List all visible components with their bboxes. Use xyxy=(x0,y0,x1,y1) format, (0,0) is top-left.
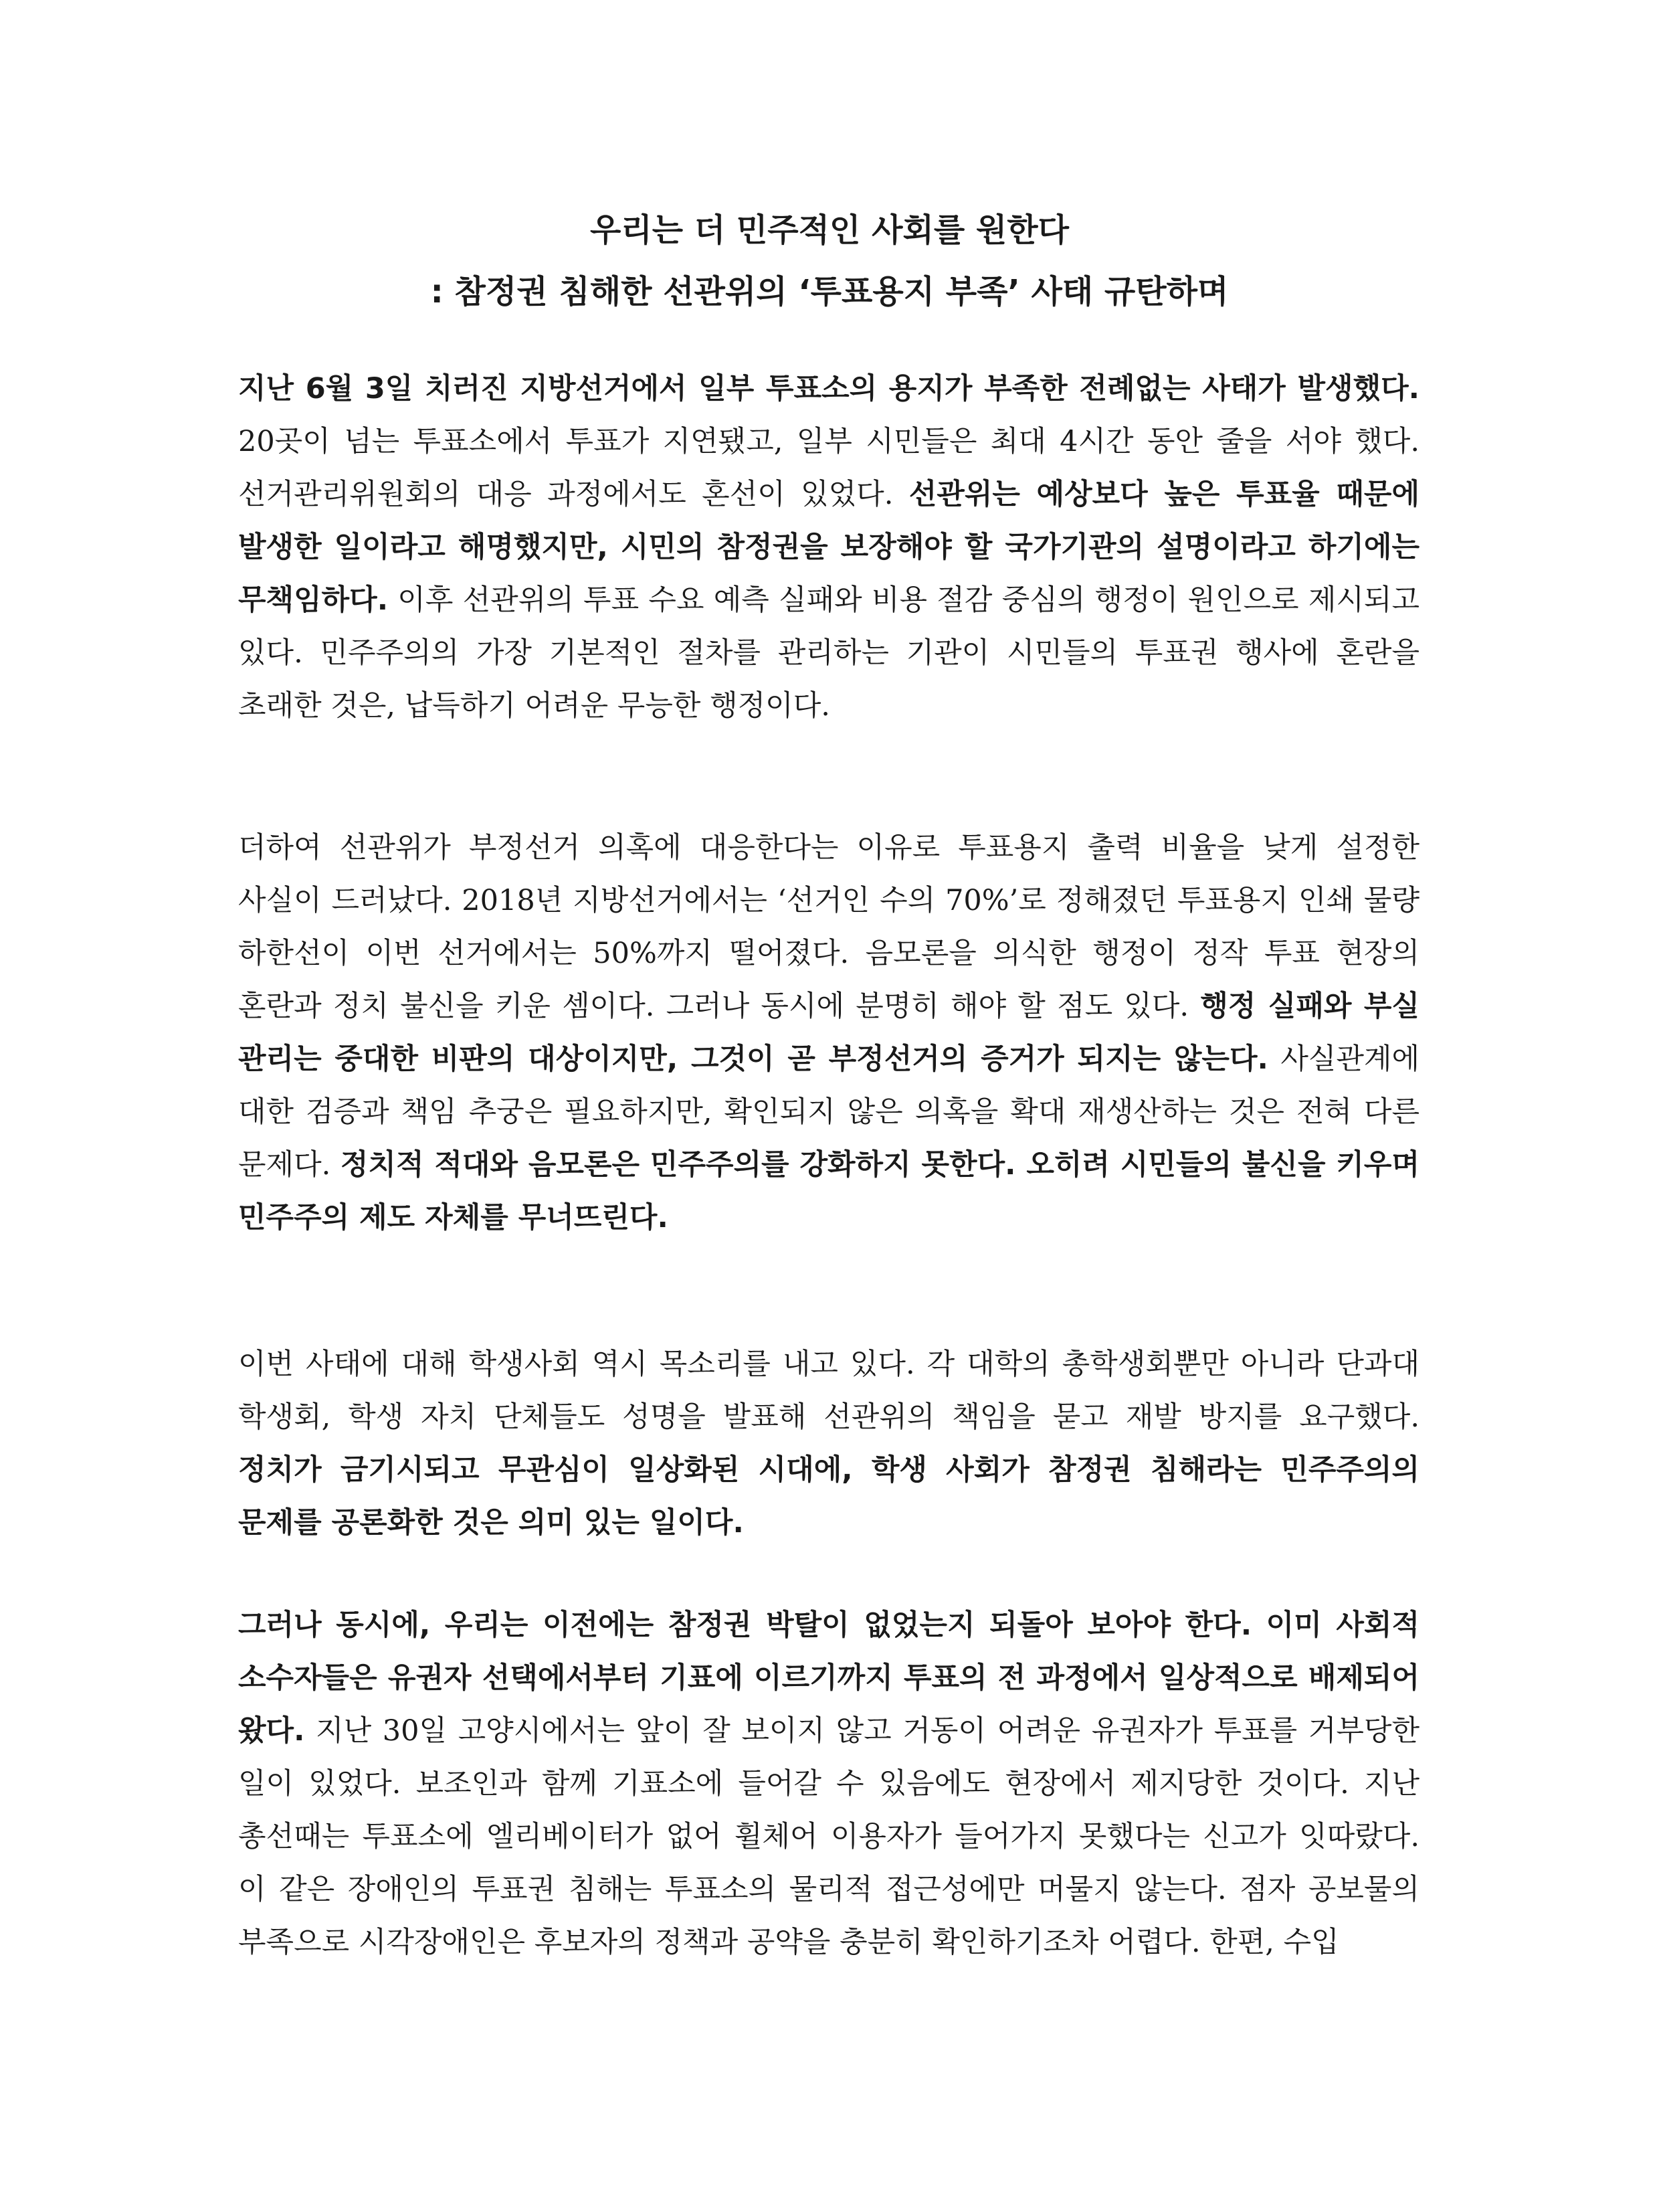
paragraph-3 xyxy=(238,1338,1420,1550)
paragraph-2-text-4: 정치적 적대와 음모론은 민주주의를 강화하지 못한다. 오히려 시민들의 불신을 키우며 민주주의 제도 자체를 무너뜨린다. xyxy=(238,1148,1420,1234)
paragraph-2 xyxy=(238,822,1420,1245)
paragraph-1-text-4: 이후 선관위의 투표 수요 예측 실패와 비용 절감 중심의 행정이 원인으로 제시되고 있다. 민주주의의 가장 기본적인 절차를 관리하는 기관이 시민들의 투표권 행사에 혼란을 초래한 것은, 납득하기 어려운 무능한 행정이다. xyxy=(238,583,1420,723)
document-title: 우리는 더 민주적인 사회를 원한다 xyxy=(590,211,1069,249)
paragraph-2-text-3: 사실관계에 대한 검증과 책임 추궁은 필요하지만, 확인되지 않은 의혹을 확대 재생산하는 것은 전혀 다른 문제다. xyxy=(238,1042,1420,1182)
paragraph-4-text-2: 지난 30일 고양시에서는 앞이 잘 보이지 않고 거동이 어려운 유권자가 투표를 거부당한 일이 있었다. 보조인과 함께 기표소에 들어갈 수 있음에도 현장에서 제지당한 것이다. 지난 총선때는 투표소에 엘리베이터가 없어 휠체어 이용자가 들어가지 못했다는 신고가 잇따랐다. 이 같은 장애인의 투표권 침해는 투표소의 물리적 접근성에만 머물지 않는다. 점자 공보물의 부족으로 시각장애인은 후보자의 정책과 공약을 충분히 확인하기조차 어렵다. 한편, 수입 xyxy=(238,1714,1420,1959)
paragraph-2-text-1: 더하여 선관위가 부정선거 의혹에 대응한다는 이유로 투표용지 출력 비율을 낮게 설정한 사실이 드러났다. 2018년 지방선거에서는 ‘선거인 수의 70%’로 정해졌던 투표용지 인쇄 물량 하한선이 이번 선거에서는 50%까지 떨어졌다. 음모론을 의식한 행정이 정작 투표 현장의 혼란과 정치 불신을 키운 셈이다. 그러나 동시에 분명히 해야 할 점도 있다. xyxy=(238,831,1420,1023)
paragraph-4-text-1: 그러나 동시에, 우리는 이전에는 참정권 박탈이 없었는지 되돌아 보아야 한다. 이미 사회적 소수자들은 유권자 선택에서부터 기표에 이르기까지 투표의 전 과정에서 일상적으로 배제되어 왔다. xyxy=(238,1608,1420,1748)
paragraph-1 xyxy=(238,363,1420,733)
paragraph-3-text-1: 이번 사태에 대해 학생사회 역시 목소리를 내고 있다. 각 대학의 총학생회뿐만 아니라 단과대 학생회, 학생 자치 단체들도 성명을 발표해 선관위의 책임을 묻고 재발 방지를 요구했다. xyxy=(238,1348,1420,1434)
paragraph-3-text-2: 정치가 금기시되고 무관심이 일상화된 시대에, 학생 사회가 참정권 침해라는 민주주의의 문제를 공론화한 것은 의미 있는 일이다. xyxy=(238,1453,1420,1540)
paragraph-1-text-3: 선관위는 예상보다 높은 투표율 때문에 발생한 일이라고 해명했지만, 시민의 참정권을 보장해야 할 국가기관의 설명이라고 하기에는 무책임하다. xyxy=(238,478,1420,617)
paragraph-1-text-1: 지난 6월 3일 치러진 지방선거에서 일부 투표소의 용지가 부족한 전례없는 사태가 발생했다. xyxy=(238,372,1420,405)
paragraph-4 xyxy=(238,1599,1420,1969)
paragraph-2-text-2: 행정 실패와 부실 관리는 중대한 비판의 대상이지만, 그것이 곧 부정선거의 증거가 되지는 않는다. xyxy=(238,990,1420,1076)
document-subtitle: : 참정권 침해한 선관위의 ‘투표용지 부족’ 사태 규탄하며 xyxy=(430,273,1229,310)
paragraph-1-text-2: 20곳이 넘는 투표소에서 투표가 지연됐고, 일부 시민들은 최대 4시간 동안 줄을 서야 했다. 선거관리위원회의 대응 과정에서도 혼선이 있었다. xyxy=(238,425,1420,511)
